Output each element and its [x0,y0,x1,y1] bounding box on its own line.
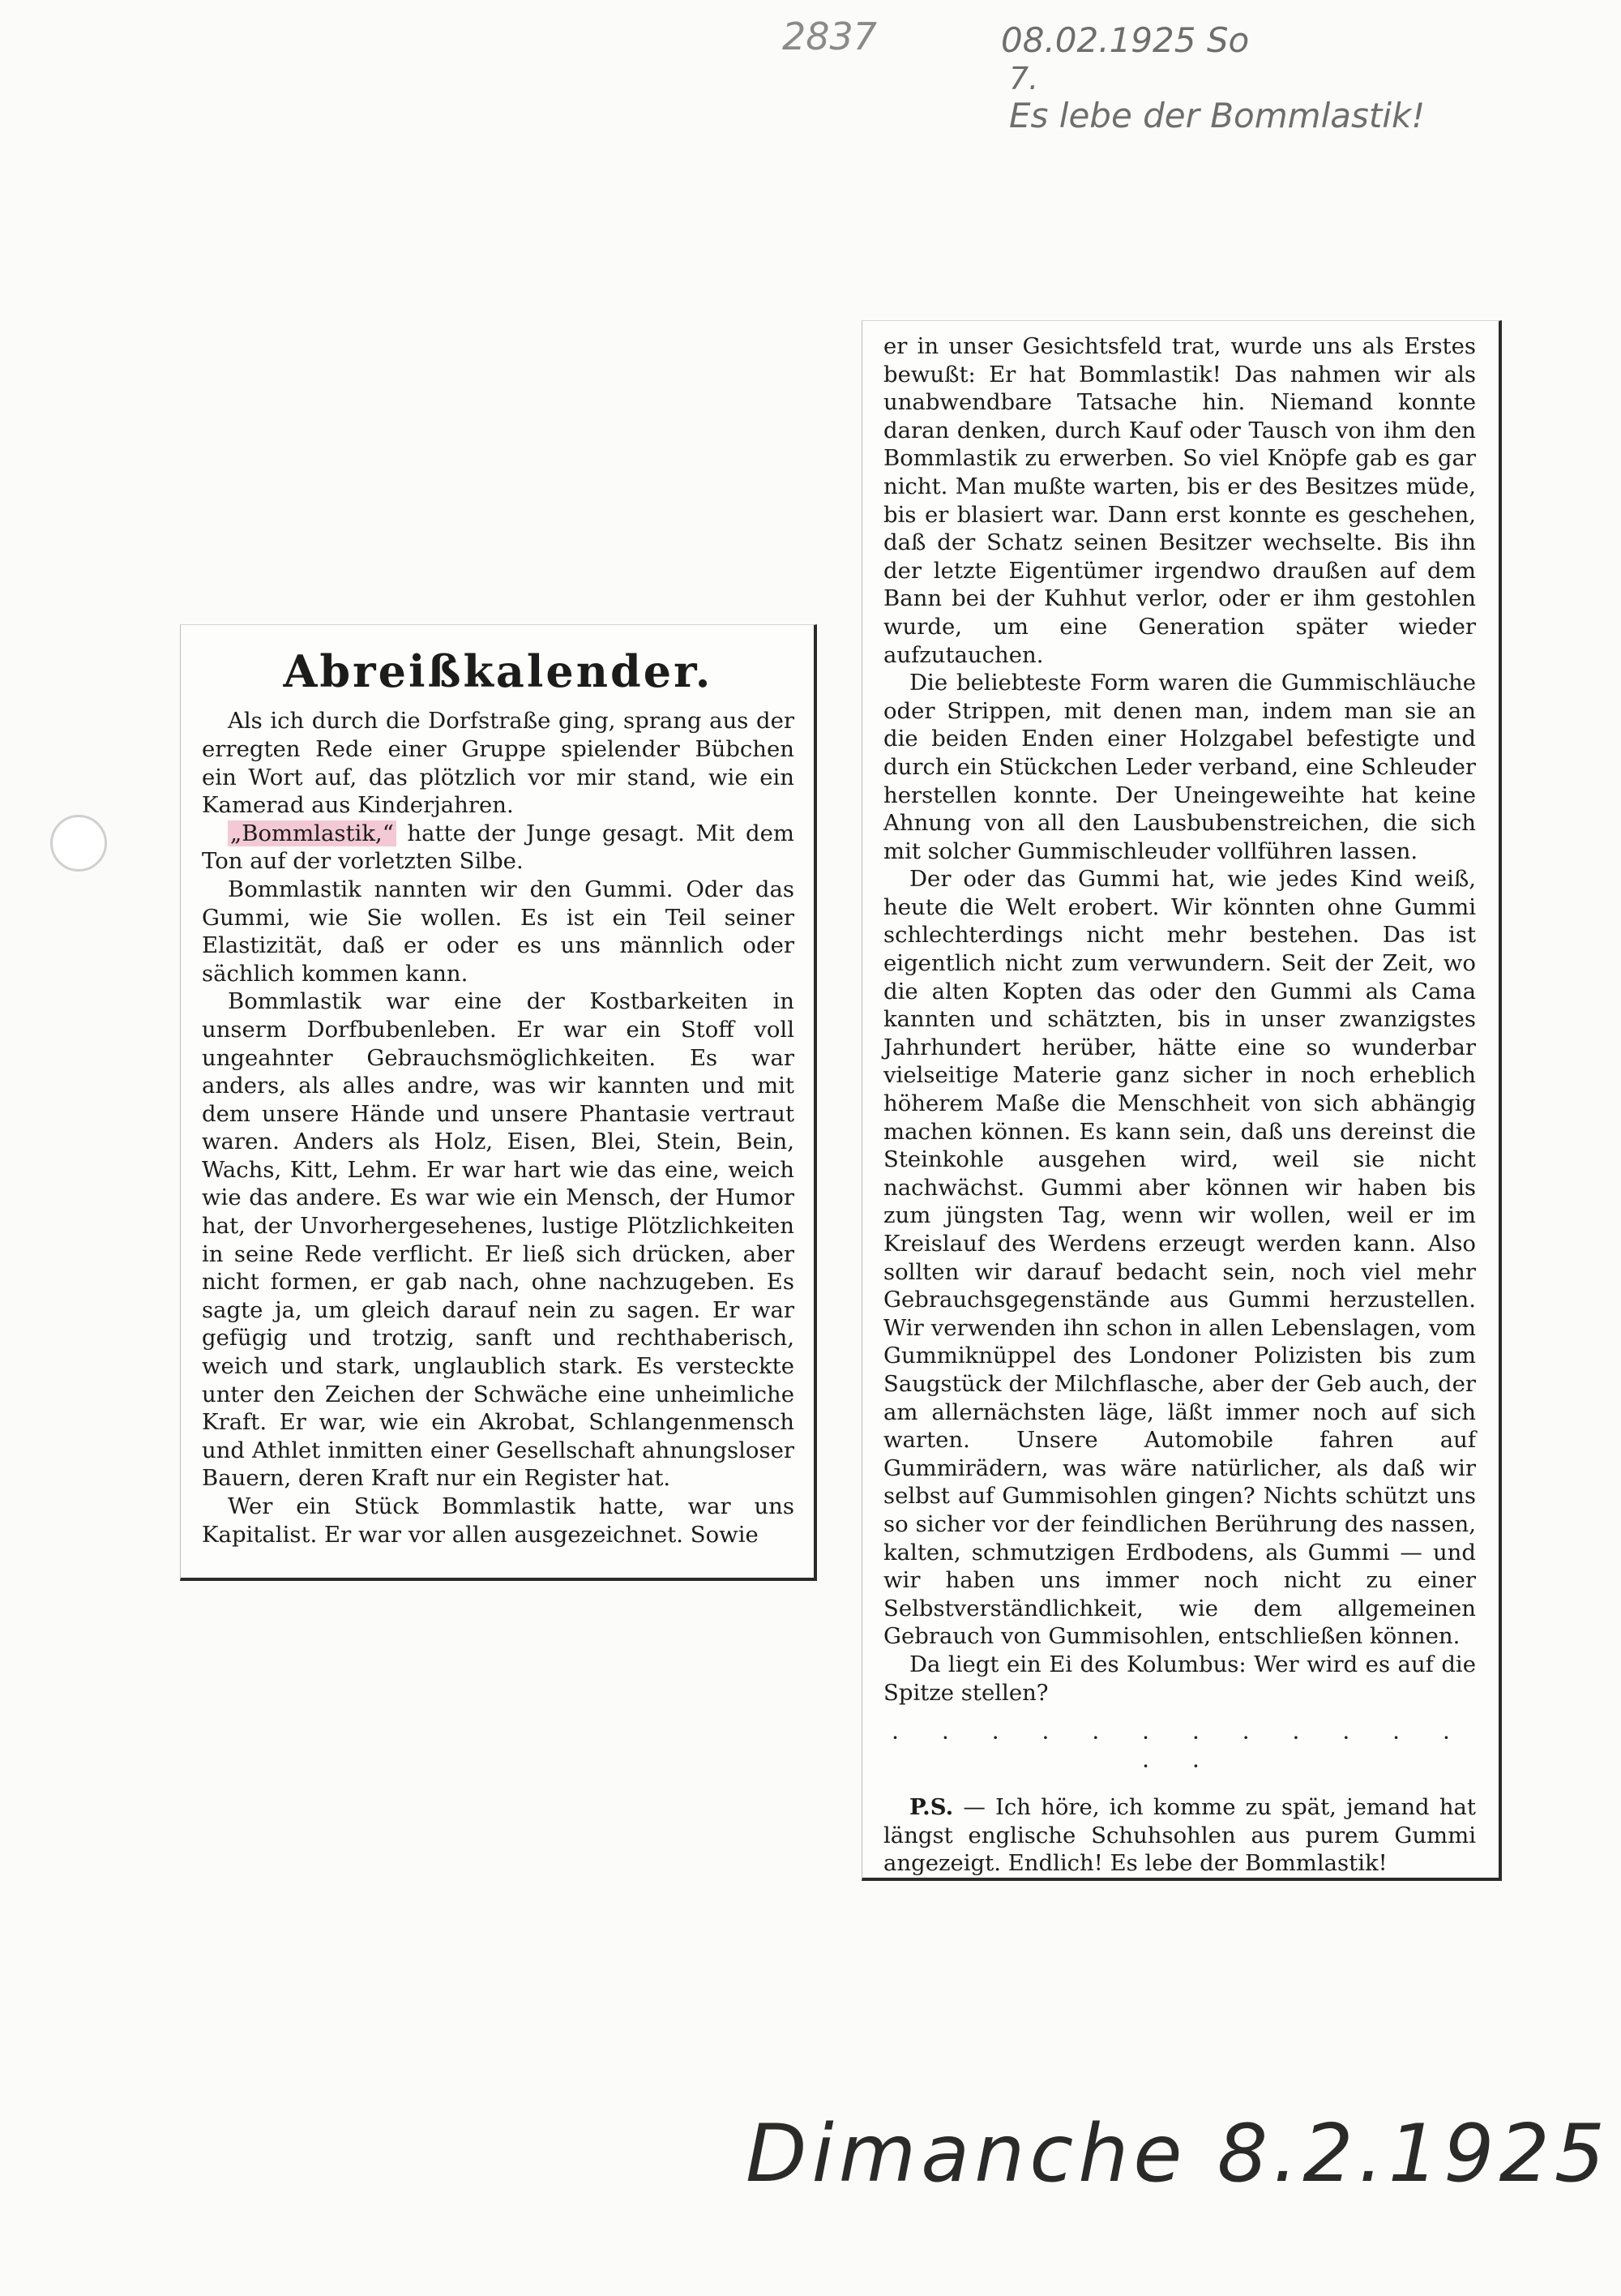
paragraph: Die beliebteste Form waren die Gummischläuche oder Strippen, mit denen man, indem man sie an die beiden Enden einer Holzgabel befestigte und durch ein Stückchen Leder verband, eine Schleuder herstellen konnte. Der Uneingeweihte hat keine Ahnung von all den Lausbubenstreichen, die sich mit solcher Gummischleuder vollführen lassen. [883,670,1476,864]
paragraph: Bommlastik war eine der Kostbarkeiten in unserm Dorfbubenleben. Er war ein Stoff voll ungeahnter Gebrauchsmöglichkeiten. Es war anders, als alles andre, was wir kannten und mit dem unsere Hände und unsere Phantasie vertraut waren. Anders als Holz, Eisen, Blei, Stein, Bein, Wachs, Kitt, Lehm. Er war hart wie das eine, weich wie das andere. Es war wie ein Mensch, der Humor hat, der Unvorhergesehenes, lustige Plötzlichkeiten in seine Rede verflicht. Er ließ sich drücken, aber nicht formen, er gab nach, ohne nachzugeben. Es sagte ja, um gleich darauf nein zu sagen. Er war gefügig und trotzig, sanft und rechthaberisch, weich und stark, unglaublich stark. Es versteckte unter den Zeichen der Schwäche eine unheimliche Kraft. Er war, wie ein Akrobat, Schlangenmensch und Athlet inmitten einer Gesellschaft ahnungsloser Bauern, deren Kraft nur ein Register hat. [202,988,794,1492]
right-column-text [883,332,1476,1878]
headline-note: Es lebe der Bommlastik! [1009,96,1426,135]
archive-number: 2837 [782,15,878,58]
ps-label: P.S. [909,1794,954,1821]
paragraph: Wer ein Stück Bommlastik hatte, war uns Kapitalist. Er war vor allen ausgezeichnet. Sowie [202,1493,794,1548]
paragraph [202,820,794,876]
separator-dots: · · · · · · · · · · · · · · [892,1724,1468,1780]
paragraph: Der oder das Gummi hat, wie jedes Kind weiß, heute die Welt erobert. Wir könnten ohne Gummi schlechterdings nicht mehr bestehen. Das ist eigentlich nicht zum verwundern. Seit der Zeit, wo die alten Kopten das oder den Gummi als Cama kannten und schätzten, bis in unser zwanzigstes Jahrhundert herüber, hätte eine so wunderbar vielseitige Materie ganz sicher in noch erheblich höherem Maße die Menschheit von sich abhängig machen können. Es kann sein, daß uns dereinst die Steinkohle ausgehen wird, weil sie nicht nachwächst. Gummi aber können wir haben bis zum jüngsten Tag, wenn wir wollen, weil er im Kreislauf des Werdens erzeugt werden kann. Also sollten wir darauf bedacht sein, noch viel mehr Gebrauchsgegenstände aus Gummi herzustellen. Wir verwenden ihn schon in allen Lebenslagen, vom Gummiknüppel des Londoner Polizisten bis zum Saugstück der Milchflasche, aber der Geb auch, der am allernächsten läge, läßt immer noch auf sich warten. Unsere Automobile fahren auf Gummirädern, was wäre natürlicher, als daß wir selbst auf Gummisohlen gingen? Nichts schützt uns so sicher vor der feindlichen Berührung des nassen, kalten, schmutzigen Erdbodens, als Gummi — und wir haben uns immer noch nicht zu einer Selbstverständlichkeit, wie dem allgemeinen Gebrauch von Gummisohlen, entschließen können. [883,866,1476,1650]
article-headline: Abreißkalender. [283,645,713,697]
left-column-text [202,707,794,1549]
paragraph: er in unser Gesichtsfeld trat, wurde uns als Erstes bewußt: Er hat Bommlastik! Das nahmen wir als unabwendbare Tatsache hin. Niemand konnte daran denken, durch Kauf oder Tausch von ihm den Bommlastik zu erwerben. So viel Knöpfe gab es gar nicht. Man mußte warten, bis er des Besitzes müde, bis er blasiert war. Dann erst konnte es geschehen, daß der Schatz seinen Besitzer wechselte. Bis ihn der letzte Eigentümer irgendwo draußen auf dem Bann bei der Kuhhut verlor, oder er ihm gestohlen wurde, um eine Generation später wieder aufzutauchen. [883,333,1476,668]
highlighted-word: „Bommlastik,“ [228,820,396,846]
paragraph-text: hatte der Junge gesagt. Mit dem Ton auf der vorletzten Silbe. [202,820,794,875]
marker-note: 7. [1009,61,1039,96]
paragraph: Da liegt ein Ei des Kolumbus: Wer wird es auf die Spitze stellen? [883,1651,1476,1706]
postscript [883,1793,1476,1878]
paragraph: Bommlastik nannten wir den Gummi. Oder das Gummi, wie Sie wollen. Es ist ein Teil seiner Elastizität, daß er oder es uns männlich oder sächlich kommen kann. [202,876,794,987]
clipping-right-column [862,320,1502,1881]
date-note: 08.02.1925 So [1001,20,1250,60]
ps-text: — Ich höre, ich komme zu spät, jemand hat längst englische Schuhsohlen aus purem Gummi angezeigt. Endlich! Es lebe der Bommlastik! [883,1794,1476,1877]
clipping-left-column [180,624,817,1581]
bottom-date-note: Dimanche 8.2.1925 [746,2108,1610,2200]
paragraph: Als ich durch die Dorfstraße ging, sprang aus der erregten Rede einer Gruppe spielender Bübchen ein Wort auf, das plötzlich vor mir stand, wie ein Kamerad aus Kinderjahren. [202,708,794,819]
punch-hole [50,815,107,872]
